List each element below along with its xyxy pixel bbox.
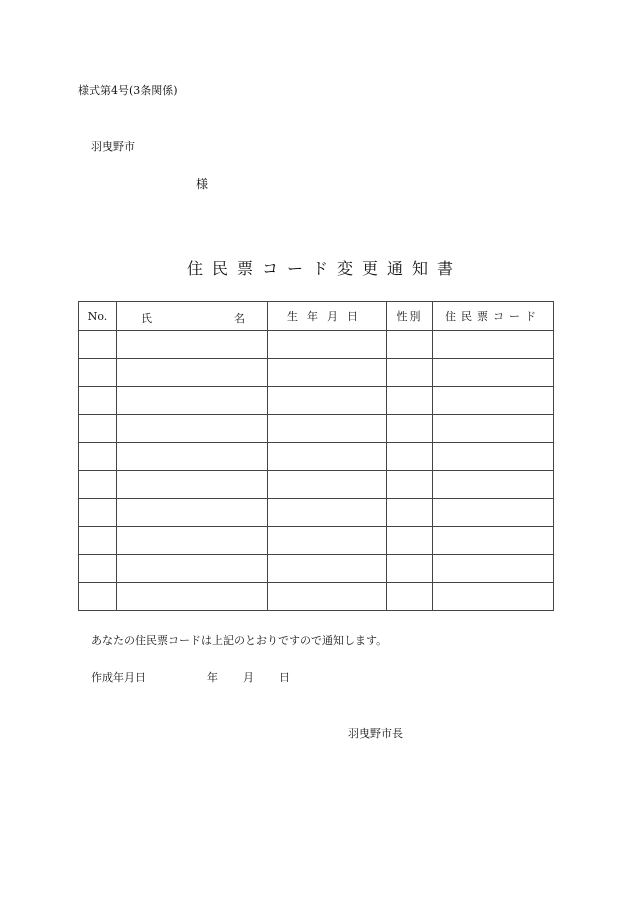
header-name-given: 名 <box>234 312 245 325</box>
table-row <box>79 499 554 527</box>
table-cell <box>79 415 117 443</box>
table-cell <box>387 331 433 359</box>
table-row <box>79 415 554 443</box>
table-cell <box>79 359 117 387</box>
table-cell <box>433 387 554 415</box>
table-row <box>79 331 554 359</box>
header-date-of-birth: 生年月日 <box>268 302 387 331</box>
table-cell <box>268 527 387 555</box>
honorific: 様 <box>196 177 209 191</box>
table-cell <box>117 387 268 415</box>
table-cell <box>117 583 268 611</box>
table-cell <box>387 499 433 527</box>
resident-code-table <box>78 301 554 611</box>
table-cell <box>268 387 387 415</box>
header-resident-code: 住民票コード <box>433 302 554 331</box>
table-cell <box>433 331 554 359</box>
table-cell <box>117 499 268 527</box>
date-label: 作成年月日 <box>91 671 146 684</box>
table-cell <box>79 443 117 471</box>
header-name <box>117 302 268 331</box>
table-cell <box>387 415 433 443</box>
table-cell <box>433 527 554 555</box>
table-cell <box>79 499 117 527</box>
table-cell <box>79 583 117 611</box>
table-row <box>79 471 554 499</box>
header-name-surname: 氏 <box>141 312 152 325</box>
table-row <box>79 583 554 611</box>
table-cell <box>433 499 554 527</box>
table-cell <box>117 415 268 443</box>
table-cell <box>268 555 387 583</box>
table-cell <box>387 471 433 499</box>
table-cell <box>433 583 554 611</box>
table-header-row <box>79 302 554 331</box>
table-cell <box>117 443 268 471</box>
table-cell <box>387 555 433 583</box>
table-cell <box>387 443 433 471</box>
table-cell <box>433 471 554 499</box>
header-no: No. <box>79 302 117 331</box>
table-cell <box>79 471 117 499</box>
table-cell <box>268 359 387 387</box>
table-cell <box>268 583 387 611</box>
header-sex: 性別 <box>387 302 433 331</box>
table-cell <box>433 415 554 443</box>
table-body <box>79 331 554 611</box>
form-number: 様式第4号(3条関係) <box>78 84 178 97</box>
date-month: 月 <box>243 671 254 684</box>
table-cell <box>117 359 268 387</box>
table-cell <box>268 499 387 527</box>
table-cell <box>117 471 268 499</box>
table-cell <box>117 331 268 359</box>
table-cell <box>433 555 554 583</box>
recipient-city: 羽曳野市 <box>91 140 135 153</box>
table-cell <box>387 387 433 415</box>
date-day: 日 <box>279 671 290 684</box>
table-cell <box>387 527 433 555</box>
table-cell <box>268 331 387 359</box>
table-cell <box>387 359 433 387</box>
table-cell <box>117 555 268 583</box>
table-cell <box>387 583 433 611</box>
issuer-name: 羽曳野市長 <box>348 727 403 740</box>
table-cell <box>79 387 117 415</box>
table-row <box>79 359 554 387</box>
table-cell <box>433 443 554 471</box>
table-cell <box>79 555 117 583</box>
notice-text: あなたの住民票コードは上記のとおりですので通知します。 <box>91 634 388 647</box>
table-cell <box>117 527 268 555</box>
table-row <box>79 555 554 583</box>
date-year: 年 <box>207 671 218 684</box>
table-cell <box>268 443 387 471</box>
table-cell <box>79 331 117 359</box>
table-cell <box>433 359 554 387</box>
table-cell <box>268 415 387 443</box>
table-cell <box>79 527 117 555</box>
table-row <box>79 527 554 555</box>
page-title: 住民票コード変更通知書 <box>187 259 463 278</box>
table-row <box>79 443 554 471</box>
table-cell <box>268 471 387 499</box>
table-row <box>79 387 554 415</box>
